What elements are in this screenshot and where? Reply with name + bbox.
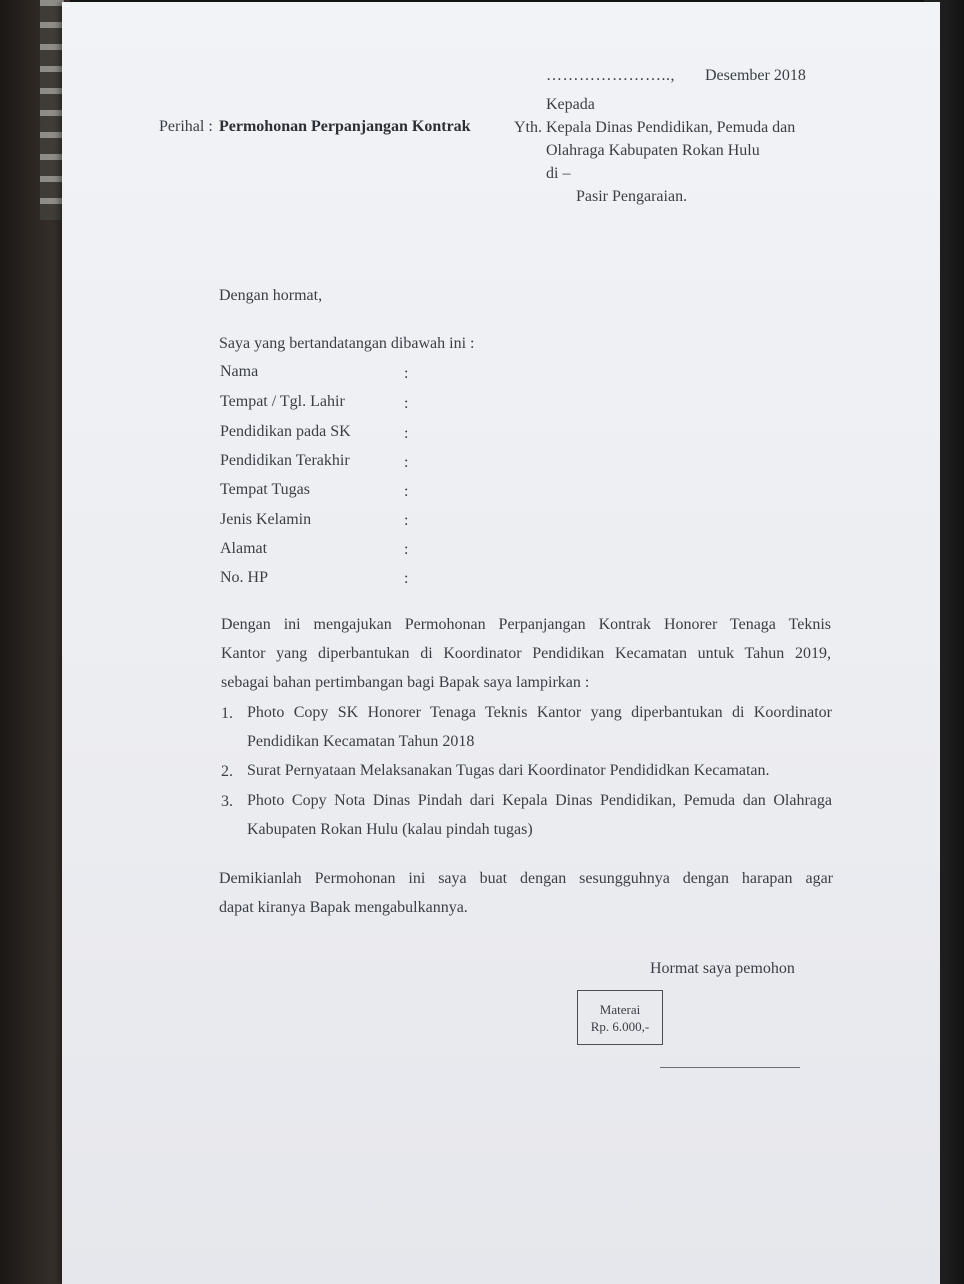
date-placeholder: ………………….., [546, 67, 675, 84]
body-line-3: sebagai bahan pertimbangan bagi Bapak saya lampirkan : [221, 674, 590, 691]
recipient-kepada: Kepada [546, 96, 595, 113]
greeting: Dengan hormat, [219, 287, 323, 304]
body-line-1: Dengan ini mengajukan Permohonan Perpanjangan Kontrak Honorer Tenaga Teknis [221, 616, 831, 633]
list-number: 1. [221, 705, 233, 722]
recipient-di: di – [546, 165, 571, 182]
background-window [40, 0, 64, 220]
list-number: 3. [221, 793, 233, 810]
recipient-line2: Olahraga Kabupaten Rokan Hulu [546, 142, 760, 159]
list-number: 2. [221, 763, 233, 780]
field-colon: : [404, 454, 409, 471]
perihal-value: Permohonan Perpanjangan Kontrak [219, 118, 471, 135]
body-line-2: Kantor yang diperbantukan di Koordinator Pendidikan Kecamatan untuk Tahun 2019, [221, 645, 831, 662]
signature-line [660, 1067, 800, 1068]
field-colon: : [404, 365, 409, 382]
stamp-label: Materai [599, 1001, 641, 1017]
list-item-1-line-2: Pendidikan Kecamatan Tahun 2018 [247, 733, 475, 750]
field-colon: : [404, 512, 409, 529]
field-colon: : [404, 570, 409, 587]
field-label-pendidikan-sk: Pendidikan pada SK [220, 423, 351, 440]
closing-line-1: Demikianlah Permohonan ini saya buat dengan sesungguhnya dengan harapan agar [219, 870, 833, 887]
field-colon: : [404, 483, 409, 500]
list-item-1-line-1: Photo Copy SK Honorer Tenaga Teknis Kantor yang diperbantukan di Koordinator [247, 704, 832, 721]
stamp-duty-box [577, 990, 663, 1045]
perihal-label: Perihal : [159, 118, 213, 135]
closing-line-2: dapat kiranya Bapak mengabulkannya. [219, 899, 468, 916]
field-label-tempat-tgl-lahir: Tempat / Tgl. Lahir [220, 393, 345, 410]
list-item-3-line-2: Kabupaten Rokan Hulu (kalau pindah tugas) [247, 821, 533, 838]
field-label-alamat: Alamat [220, 540, 268, 557]
field-label-pendidikan-terakhir: Pendidikan Terakhir [220, 452, 350, 469]
field-colon: : [404, 541, 409, 558]
intro-line: Saya yang bertandatangan dibawah ini : [219, 335, 475, 352]
recipient-line1: Kepala Dinas Pendidikan, Pemuda dan [546, 119, 796, 136]
field-label-jenis-kelamin: Jenis Kelamin [220, 511, 312, 528]
list-item-2-line-1: Surat Pernyataan Melaksanakan Tugas dari Koordinator Pendididkan Kecamatan. [247, 762, 770, 779]
field-label-tempat-tugas: Tempat Tugas [220, 481, 310, 498]
recipient-yth: Yth. [514, 119, 542, 136]
date-text: Desember 2018 [705, 67, 806, 84]
field-colon: : [404, 425, 409, 442]
list-item-3-line-1: Photo Copy Nota Dinas Pindah dari Kepala Dinas Pendidikan, Pemuda dan Olahraga [247, 792, 832, 809]
recipient-city: Pasir Pengaraian. [576, 188, 688, 205]
field-colon: : [404, 395, 409, 412]
signature-salutation: Hormat saya pemohon [650, 960, 795, 977]
field-label-no-hp: No. HP [220, 569, 269, 586]
field-label-nama: Nama [220, 363, 259, 380]
stamp-amount: Rp. 6.000,- [590, 1018, 650, 1034]
